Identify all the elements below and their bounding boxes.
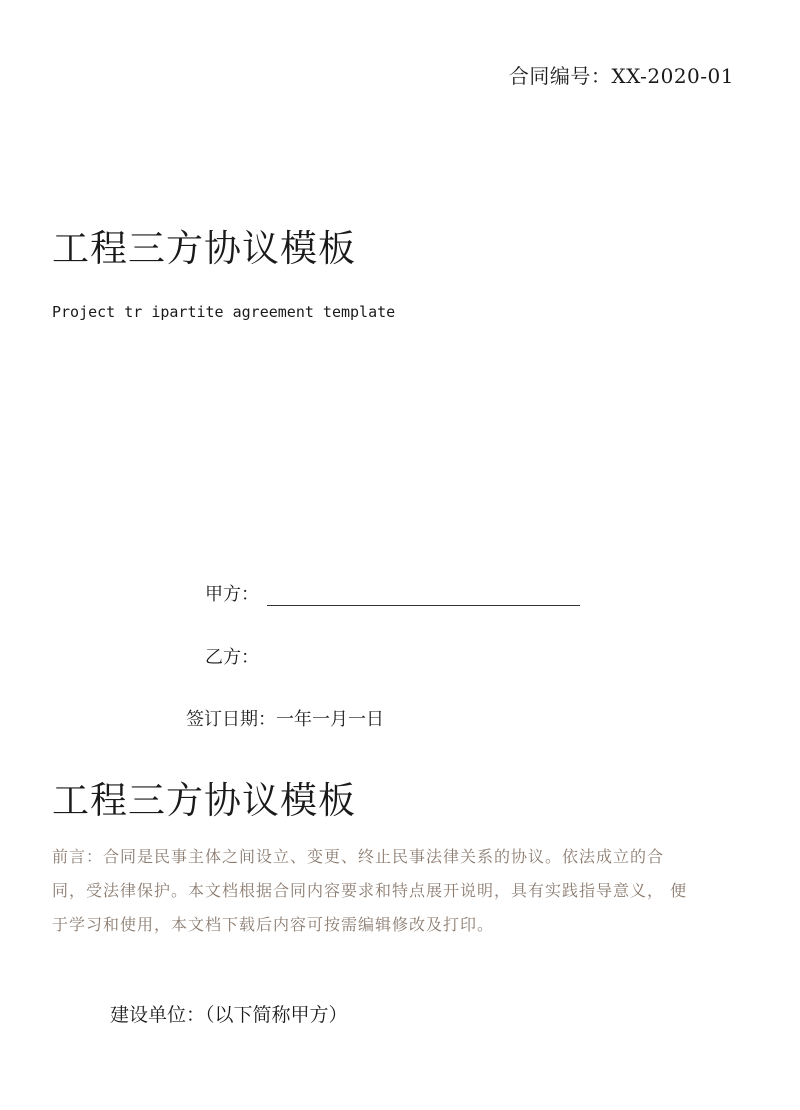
preface-line: 于学习和使用，本文档下载后内容可按需编辑修改及打印。 [52, 915, 495, 934]
party-a-field [205, 580, 580, 606]
party-a-blank-line [267, 585, 580, 606]
document-title: 工程三方协议模板 [52, 779, 356, 822]
cover-subtitle-english: Project tr ipartite agreement template [52, 303, 396, 321]
party-b-label: 乙方： [205, 647, 259, 668]
preface-line: 前言：合同是民事主体之间设立、变更、终止民事法律关系的协议。依法成立的合 [52, 847, 665, 866]
preface-paragraph [52, 840, 742, 942]
builder-unit-label: 建设单位：（以下简称甲方） [110, 1004, 348, 1026]
preface-line: 同，受法律保护。本文档根据合同内容要求和特点展开说明，具有实践指导意义， 便 [52, 881, 688, 900]
contract-number: 合同编号：XX-2020-01 [508, 64, 734, 88]
party-a-label: 甲方： [205, 584, 259, 605]
party-b-field [205, 643, 259, 669]
sign-date: 签订日期：一年一月一日 [186, 709, 384, 730]
cover-title: 工程三方协议模板 [52, 227, 356, 270]
